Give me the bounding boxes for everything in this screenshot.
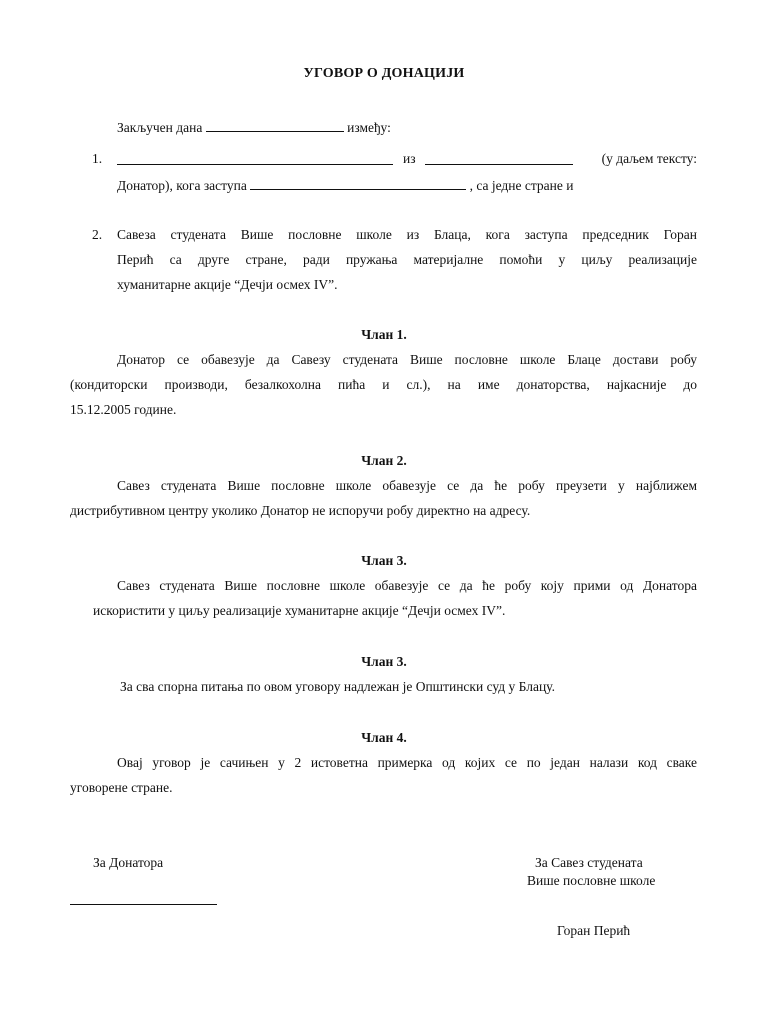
article3-line2: искористити у циљу реализације хуманитарне акције “Дечји осмех IV”. (93, 603, 506, 618)
article3b-heading: Члан 3. (361, 654, 407, 669)
article3-line1: Савез студената Више пословне школе обавезује се да ће робу коју прими од Донатора (117, 578, 697, 593)
article2-line1: Савез студената Више пословне школе обавезује се да ће робу преузети у најближем (117, 478, 697, 493)
article1-line2: (кондиторски производи, безалкохолна пића и сл.), на име донаторства, најкасније до (70, 377, 697, 392)
intro-text-after: између: (347, 120, 391, 135)
signature-right-name: Горан Перић (557, 923, 631, 938)
party1-line2 (117, 176, 574, 194)
donor-location-blank (425, 151, 573, 165)
party1-line2-end: , са једне стране и (469, 178, 574, 193)
article4-heading: Члан 4. (361, 730, 407, 745)
article2-heading: Члан 2. (361, 453, 407, 468)
party2-line2: Перић са друге стране, ради пружања материјалне помоћи у циљу реализације (117, 252, 697, 267)
article3-heading: Члан 3. (361, 553, 407, 568)
intro-text-before: Закључен дана (117, 120, 203, 135)
party2-line3: хуманитарне акције “Дечји осмех IV”. (117, 277, 338, 292)
date-blank (206, 118, 344, 132)
party1-role-note: (у даљем тексту: (601, 151, 697, 166)
article3b-line1: За сва спорна питања по овом уговору надлежан је Општински суд у Блацу. (120, 679, 555, 694)
party1-line2-start: Донатор), кога заступа (117, 178, 247, 193)
signature-left-label: За Донатора (93, 855, 164, 870)
party1-number: 1. (92, 151, 103, 166)
article1-line1: Донатор се обавезује да Савезу студената Више пословне школе Блаце достави робу (117, 352, 697, 367)
donor-name-blank (117, 151, 393, 165)
article1-heading: Члан 1. (361, 327, 407, 342)
party1-from-word: из (403, 151, 416, 166)
intro-line (117, 118, 391, 136)
signature-right-label-line1: За Савез студената (535, 855, 643, 870)
article4-line1: Овај уговор је сачињен у 2 истоветна примерка од којих се по један налази код сваке (117, 755, 697, 770)
representative-blank (250, 176, 466, 190)
document-title: УГОВОР О ДОНАЦИЈИ (303, 66, 465, 81)
article4-line2: уговорене стране. (70, 780, 173, 795)
signature-right-label-line2: Више пословне школе (527, 873, 656, 888)
donor-signature-line (70, 904, 217, 905)
party2-line1: Савеза студената Више пословне школе из Блаца, кога заступа председник Горан (117, 227, 697, 242)
party2-number: 2. (92, 227, 103, 242)
article1-line3: 15.12.2005 године. (70, 402, 177, 417)
article2-line2: дистрибутивном центру уколико Донатор не испоручи робу директно на адресу. (70, 503, 531, 518)
